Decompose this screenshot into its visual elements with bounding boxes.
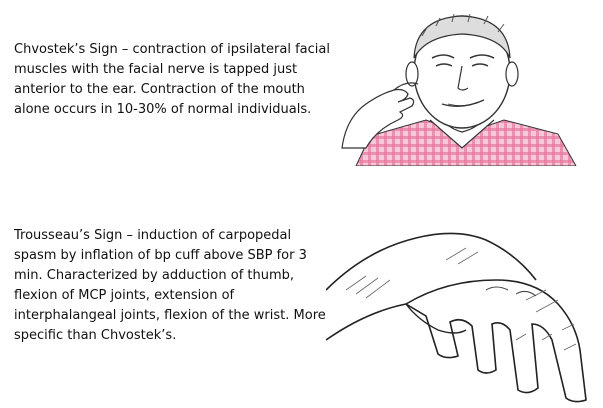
chvostek-line-1: Chvostek’s Sign – contraction of ipsilateral facial [14, 42, 330, 57]
face-with-tapping-finger-icon [336, 8, 598, 166]
trousseau-line-5: interphalangeal joints, flexion of the wrist. More [14, 308, 326, 323]
trousseau-sign-text [14, 226, 326, 346]
trousseau-line-4: flexion of MCP joints, extension of [14, 288, 235, 303]
trousseau-line-3: min. Characterized by adduction of thumb, [14, 268, 295, 283]
trousseau-line-1: Trousseau’s Sign – induction of carpopedal [14, 228, 292, 243]
trousseau-line-2: spasm by inflation of bp cuff above SBP for 3 [14, 248, 307, 263]
flexed-hand-icon [326, 220, 603, 405]
chvostek-sign-text [14, 40, 334, 120]
chvostek-line-3: anterior to the ear. Contraction of the mouth [14, 82, 305, 97]
trousseau-line-6: specific than Chvostek’s. [14, 328, 177, 343]
chvostek-line-2: muscles with the facial nerve is tapped just [14, 62, 298, 77]
chvostek-line-4: alone occurs in 10-30% of normal individuals. [14, 102, 312, 117]
